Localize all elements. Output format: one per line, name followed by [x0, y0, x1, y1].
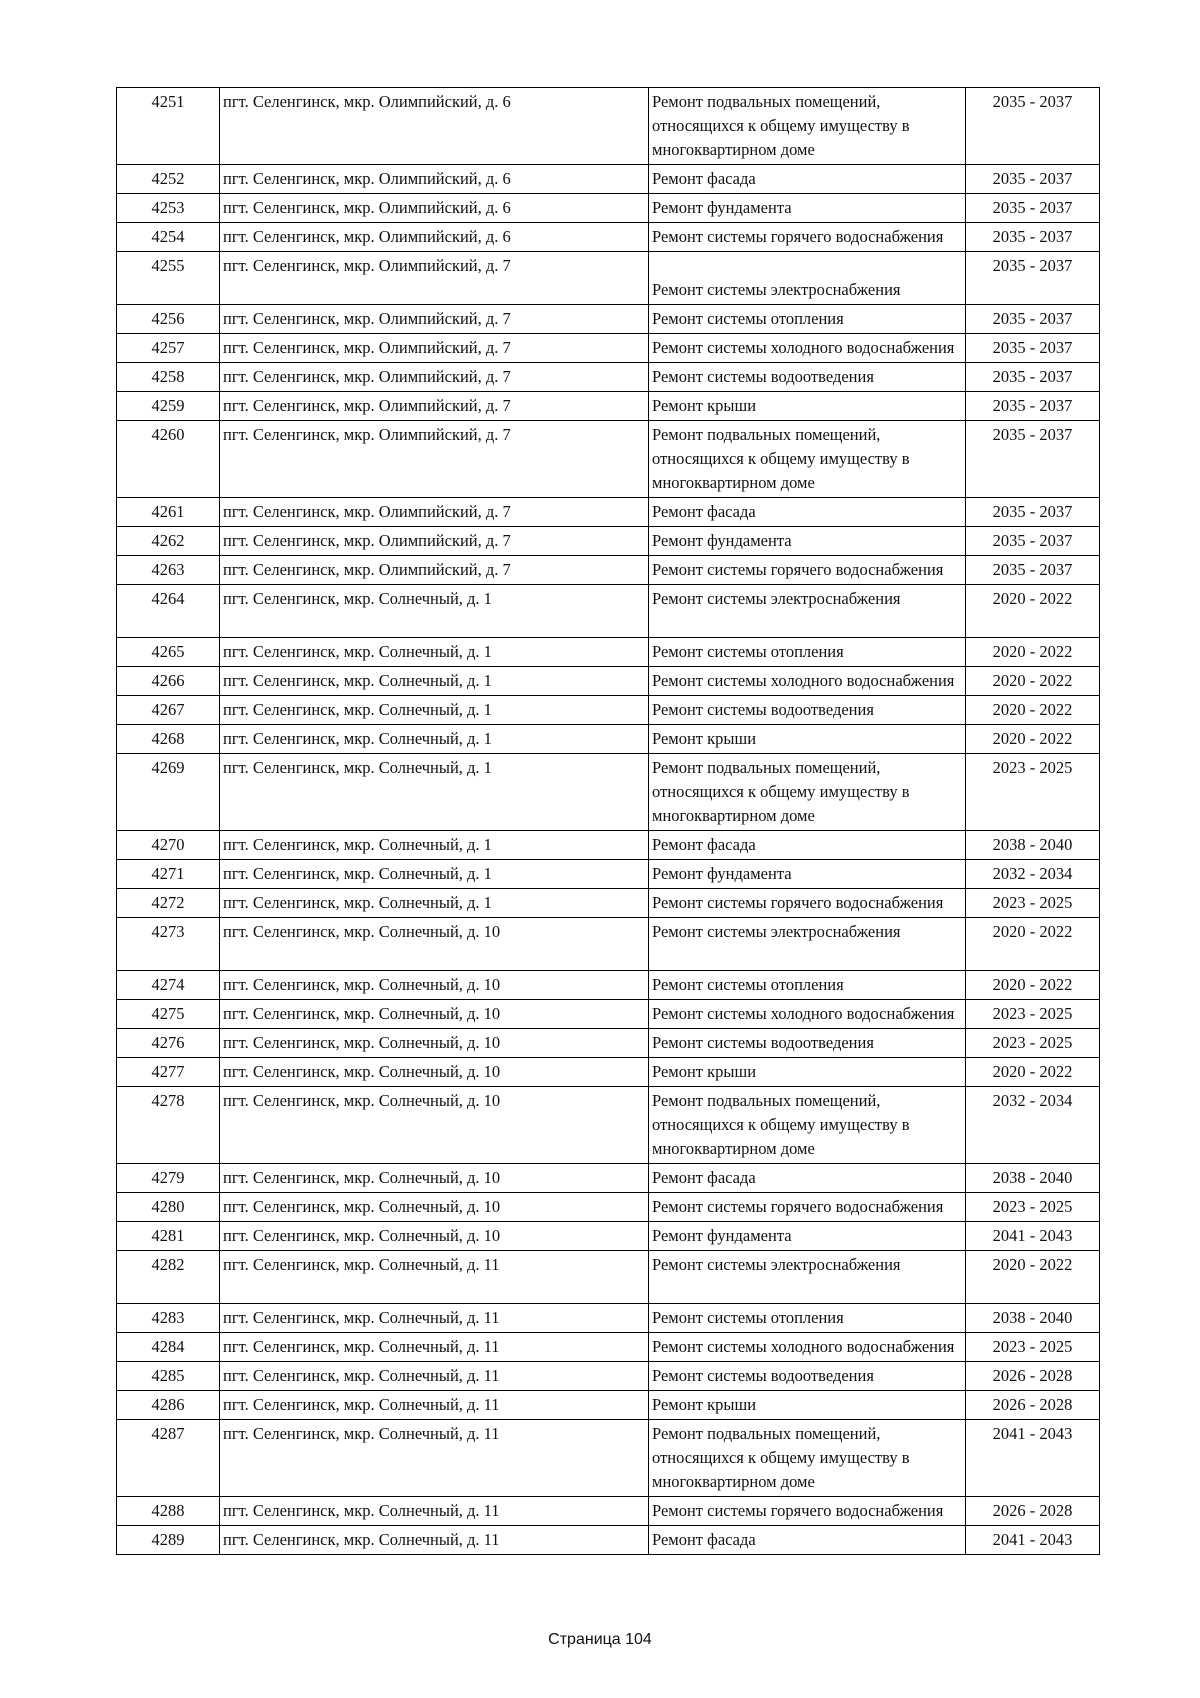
address-cell: пгт. Селенгинск, мкр. Олимпийский, д. 7 — [220, 392, 649, 421]
period-cell: 2020 - 2022 — [966, 585, 1100, 638]
row-number-cell: 4260 — [117, 421, 220, 498]
address-cell: пгт. Селенгинск, мкр. Солнечный, д. 11 — [220, 1304, 649, 1333]
row-number-cell: 4278 — [117, 1087, 220, 1164]
period-cell: 2020 - 2022 — [966, 667, 1100, 696]
address-cell: пгт. Селенгинск, мкр. Олимпийский, д. 7 — [220, 527, 649, 556]
table-row — [117, 1304, 1100, 1333]
table-row — [117, 1420, 1100, 1497]
period-cell: 2035 - 2037 — [966, 305, 1100, 334]
work-type-cell: Ремонт подвальных помещений, относящихся к общему имуществу в многоквартирном доме — [649, 421, 966, 498]
table-row — [117, 860, 1100, 889]
table-row — [117, 1526, 1100, 1555]
row-number-cell: 4265 — [117, 638, 220, 667]
table-row — [117, 667, 1100, 696]
table-row — [117, 305, 1100, 334]
table-row — [117, 1058, 1100, 1087]
period-cell: 2038 - 2040 — [966, 831, 1100, 860]
table-row — [117, 223, 1100, 252]
row-number-cell: 4251 — [117, 88, 220, 165]
work-type-cell: Ремонт системы электроснабжения — [649, 918, 966, 971]
work-type-cell: Ремонт системы горячего водоснабжения — [649, 889, 966, 918]
table-row — [117, 971, 1100, 1000]
work-type-cell: Ремонт системы горячего водоснабжения — [649, 556, 966, 585]
table-row — [117, 1029, 1100, 1058]
work-type-cell: Ремонт системы горячего водоснабжения — [649, 1497, 966, 1526]
table-row — [117, 1000, 1100, 1029]
row-number-cell: 4286 — [117, 1391, 220, 1420]
work-type-cell: Ремонт фасада — [649, 1164, 966, 1193]
work-type-cell: Ремонт фундамента — [649, 1222, 966, 1251]
work-type-cell: Ремонт системы холодного водоснабжения — [649, 667, 966, 696]
work-type-cell: Ремонт системы водоотведения — [649, 363, 966, 392]
period-cell: 2032 - 2034 — [966, 860, 1100, 889]
work-type-cell: Ремонт подвальных помещений, относящихся к общему имуществу в многоквартирном доме — [649, 88, 966, 165]
work-type-cell: Ремонт фундамента — [649, 194, 966, 223]
page-number: Страница 104 — [548, 1631, 652, 1648]
address-cell: пгт. Селенгинск, мкр. Олимпийский, д. 7 — [220, 498, 649, 527]
table-row — [117, 1087, 1100, 1164]
address-cell: пгт. Селенгинск, мкр. Олимпийский, д. 7 — [220, 252, 649, 305]
work-type-cell: Ремонт системы холодного водоснабжения — [649, 334, 966, 363]
address-cell: пгт. Селенгинск, мкр. Олимпийский, д. 6 — [220, 223, 649, 252]
work-type-cell: Ремонт фасада — [649, 498, 966, 527]
table-row — [117, 252, 1100, 305]
row-number-cell: 4285 — [117, 1362, 220, 1391]
table-row — [117, 831, 1100, 860]
work-type-cell: Ремонт системы отопления — [649, 638, 966, 667]
period-cell: 2035 - 2037 — [966, 194, 1100, 223]
work-type-cell: Ремонт системы электроснабжения — [649, 252, 966, 305]
address-cell: пгт. Селенгинск, мкр. Солнечный, д. 1 — [220, 638, 649, 667]
table-row — [117, 918, 1100, 971]
row-number-cell: 4253 — [117, 194, 220, 223]
address-cell: пгт. Селенгинск, мкр. Олимпийский, д. 6 — [220, 194, 649, 223]
period-cell: 2035 - 2037 — [966, 392, 1100, 421]
address-cell: пгт. Селенгинск, мкр. Солнечный, д. 11 — [220, 1251, 649, 1304]
work-type-cell: Ремонт подвальных помещений, относящихся к общему имуществу в многоквартирном доме — [649, 754, 966, 831]
address-cell: пгт. Селенгинск, мкр. Солнечный, д. 11 — [220, 1526, 649, 1555]
period-cell: 2020 - 2022 — [966, 638, 1100, 667]
period-cell: 2023 - 2025 — [966, 889, 1100, 918]
work-type-cell: Ремонт фасада — [649, 165, 966, 194]
address-cell: пгт. Селенгинск, мкр. Солнечный, д. 11 — [220, 1420, 649, 1497]
table-row — [117, 1333, 1100, 1362]
work-type-cell: Ремонт системы водоотведения — [649, 696, 966, 725]
period-cell: 2035 - 2037 — [966, 363, 1100, 392]
period-cell: 2035 - 2037 — [966, 334, 1100, 363]
work-type-cell: Ремонт крыши — [649, 725, 966, 754]
work-type-cell: Ремонт крыши — [649, 392, 966, 421]
table-row — [117, 585, 1100, 638]
address-cell: пгт. Селенгинск, мкр. Солнечный, д. 1 — [220, 754, 649, 831]
row-number-cell: 4289 — [117, 1526, 220, 1555]
address-cell: пгт. Селенгинск, мкр. Олимпийский, д. 7 — [220, 363, 649, 392]
repair-schedule-table — [116, 87, 1100, 1555]
table-row — [117, 889, 1100, 918]
address-cell: пгт. Селенгинск, мкр. Солнечный, д. 10 — [220, 1193, 649, 1222]
address-cell: пгт. Селенгинск, мкр. Олимпийский, д. 7 — [220, 556, 649, 585]
address-cell: пгт. Селенгинск, мкр. Солнечный, д. 11 — [220, 1497, 649, 1526]
address-cell: пгт. Селенгинск, мкр. Олимпийский, д. 7 — [220, 334, 649, 363]
address-cell: пгт. Селенгинск, мкр. Солнечный, д. 10 — [220, 1222, 649, 1251]
row-number-cell: 4280 — [117, 1193, 220, 1222]
table-row — [117, 1391, 1100, 1420]
table-body — [117, 88, 1100, 1555]
address-cell: пгт. Селенгинск, мкр. Олимпийский, д. 7 — [220, 421, 649, 498]
period-cell: 2035 - 2037 — [966, 223, 1100, 252]
table-row — [117, 334, 1100, 363]
work-type-cell: Ремонт системы отопления — [649, 305, 966, 334]
period-cell: 2023 - 2025 — [966, 1000, 1100, 1029]
table-row — [117, 754, 1100, 831]
row-number-cell: 4284 — [117, 1333, 220, 1362]
table-row — [117, 1164, 1100, 1193]
row-number-cell: 4283 — [117, 1304, 220, 1333]
work-type-cell: Ремонт системы холодного водоснабжения — [649, 1000, 966, 1029]
work-type-cell: Ремонт крыши — [649, 1058, 966, 1087]
table-row — [117, 392, 1100, 421]
row-number-cell: 4273 — [117, 918, 220, 971]
row-number-cell: 4277 — [117, 1058, 220, 1087]
work-type-cell: Ремонт подвальных помещений, относящихся к общему имуществу в многоквартирном доме — [649, 1420, 966, 1497]
period-cell: 2023 - 2025 — [966, 1333, 1100, 1362]
row-number-cell: 4259 — [117, 392, 220, 421]
row-number-cell: 4261 — [117, 498, 220, 527]
work-type-cell: Ремонт системы отопления — [649, 1304, 966, 1333]
work-type-cell: Ремонт крыши — [649, 1391, 966, 1420]
address-cell: пгт. Селенгинск, мкр. Олимпийский, д. 6 — [220, 165, 649, 194]
row-number-cell: 4256 — [117, 305, 220, 334]
address-cell: пгт. Селенгинск, мкр. Олимпийский, д. 6 — [220, 88, 649, 165]
period-cell: 2020 - 2022 — [966, 1251, 1100, 1304]
row-number-cell: 4255 — [117, 252, 220, 305]
address-cell: пгт. Селенгинск, мкр. Солнечный, д. 1 — [220, 831, 649, 860]
work-type-cell: Ремонт системы горячего водоснабжения — [649, 1193, 966, 1222]
period-cell: 2035 - 2037 — [966, 498, 1100, 527]
work-type-cell: Ремонт системы горячего водоснабжения — [649, 223, 966, 252]
work-type-cell: Ремонт системы электроснабжения — [649, 585, 966, 638]
address-cell: пгт. Селенгинск, мкр. Солнечный, д. 1 — [220, 860, 649, 889]
table-row — [117, 194, 1100, 223]
address-cell: пгт. Селенгинск, мкр. Солнечный, д. 11 — [220, 1333, 649, 1362]
row-number-cell: 4287 — [117, 1420, 220, 1497]
period-cell: 2020 - 2022 — [966, 918, 1100, 971]
address-cell: пгт. Селенгинск, мкр. Солнечный, д. 10 — [220, 1164, 649, 1193]
address-cell: пгт. Селенгинск, мкр. Солнечный, д. 10 — [220, 1058, 649, 1087]
row-number-cell: 4267 — [117, 696, 220, 725]
table-row — [117, 696, 1100, 725]
row-number-cell: 4269 — [117, 754, 220, 831]
period-cell: 2035 - 2037 — [966, 556, 1100, 585]
table-row — [117, 527, 1100, 556]
address-cell: пгт. Селенгинск, мкр. Солнечный, д. 10 — [220, 1087, 649, 1164]
period-cell: 2038 - 2040 — [966, 1304, 1100, 1333]
row-number-cell: 4266 — [117, 667, 220, 696]
table-row — [117, 1362, 1100, 1391]
row-number-cell: 4270 — [117, 831, 220, 860]
address-cell: пгт. Селенгинск, мкр. Солнечный, д. 10 — [220, 971, 649, 1000]
work-type-cell: Ремонт фундамента — [649, 860, 966, 889]
table-row — [117, 556, 1100, 585]
work-type-cell: Ремонт фасада — [649, 1526, 966, 1555]
period-cell: 2032 - 2034 — [966, 1087, 1100, 1164]
period-cell: 2020 - 2022 — [966, 725, 1100, 754]
address-cell: пгт. Селенгинск, мкр. Солнечный, д. 1 — [220, 696, 649, 725]
row-number-cell: 4258 — [117, 363, 220, 392]
work-type-cell: Ремонт системы водоотведения — [649, 1029, 966, 1058]
table-row — [117, 1193, 1100, 1222]
work-type-cell: Ремонт фундамента — [649, 527, 966, 556]
table-row — [117, 363, 1100, 392]
period-cell: 2035 - 2037 — [966, 165, 1100, 194]
work-type-cell: Ремонт системы холодного водоснабжения — [649, 1333, 966, 1362]
row-number-cell: 4264 — [117, 585, 220, 638]
row-number-cell: 4263 — [117, 556, 220, 585]
period-cell: 2023 - 2025 — [966, 754, 1100, 831]
period-cell: 2035 - 2037 — [966, 527, 1100, 556]
row-number-cell: 4262 — [117, 527, 220, 556]
address-cell: пгт. Селенгинск, мкр. Солнечный, д. 1 — [220, 667, 649, 696]
work-type-cell: Ремонт подвальных помещений, относящихся к общему имуществу в многоквартирном доме — [649, 1087, 966, 1164]
address-cell: пгт. Селенгинск, мкр. Солнечный, д. 1 — [220, 585, 649, 638]
period-cell: 2041 - 2043 — [966, 1420, 1100, 1497]
row-number-cell: 4279 — [117, 1164, 220, 1193]
period-cell: 2020 - 2022 — [966, 971, 1100, 1000]
row-number-cell: 4257 — [117, 334, 220, 363]
row-number-cell: 4282 — [117, 1251, 220, 1304]
work-type-cell: Ремонт фасада — [649, 831, 966, 860]
row-number-cell: 4254 — [117, 223, 220, 252]
period-cell: 2038 - 2040 — [966, 1164, 1100, 1193]
address-cell: пгт. Селенгинск, мкр. Солнечный, д. 1 — [220, 889, 649, 918]
work-type-cell: Ремонт системы отопления — [649, 971, 966, 1000]
period-cell: 2041 - 2043 — [966, 1526, 1100, 1555]
address-cell: пгт. Селенгинск, мкр. Солнечный, д. 10 — [220, 1000, 649, 1029]
period-cell: 2026 - 2028 — [966, 1362, 1100, 1391]
address-cell: пгт. Селенгинск, мкр. Солнечный, д. 1 — [220, 725, 649, 754]
table-row — [117, 1251, 1100, 1304]
address-cell: пгт. Селенгинск, мкр. Солнечный, д. 11 — [220, 1391, 649, 1420]
table-row — [117, 725, 1100, 754]
row-number-cell: 4268 — [117, 725, 220, 754]
row-number-cell: 4281 — [117, 1222, 220, 1251]
address-cell: пгт. Селенгинск, мкр. Солнечный, д. 11 — [220, 1362, 649, 1391]
period-cell: 2020 - 2022 — [966, 1058, 1100, 1087]
address-cell: пгт. Селенгинск, мкр. Олимпийский, д. 7 — [220, 305, 649, 334]
table-row — [117, 1222, 1100, 1251]
table-row — [117, 638, 1100, 667]
row-number-cell: 4252 — [117, 165, 220, 194]
work-type-cell: Ремонт системы водоотведения — [649, 1362, 966, 1391]
period-cell: 2041 - 2043 — [966, 1222, 1100, 1251]
row-number-cell: 4272 — [117, 889, 220, 918]
row-number-cell: 4288 — [117, 1497, 220, 1526]
period-cell: 2035 - 2037 — [966, 252, 1100, 305]
period-cell: 2026 - 2028 — [966, 1497, 1100, 1526]
table-row — [117, 498, 1100, 527]
table-row — [117, 1497, 1100, 1526]
work-type-cell: Ремонт системы электроснабжения — [649, 1251, 966, 1304]
period-cell: 2026 - 2028 — [966, 1391, 1100, 1420]
period-cell: 2035 - 2037 — [966, 421, 1100, 498]
table-row — [117, 165, 1100, 194]
address-cell: пгт. Селенгинск, мкр. Солнечный, д. 10 — [220, 918, 649, 971]
row-number-cell: 4276 — [117, 1029, 220, 1058]
row-number-cell: 4274 — [117, 971, 220, 1000]
table-row — [117, 88, 1100, 165]
row-number-cell: 4271 — [117, 860, 220, 889]
period-cell: 2023 - 2025 — [966, 1029, 1100, 1058]
address-cell: пгт. Селенгинск, мкр. Солнечный, д. 10 — [220, 1029, 649, 1058]
period-cell: 2035 - 2037 — [966, 88, 1100, 165]
period-cell: 2020 - 2022 — [966, 696, 1100, 725]
period-cell: 2023 - 2025 — [966, 1193, 1100, 1222]
table-row — [117, 421, 1100, 498]
row-number-cell: 4275 — [117, 1000, 220, 1029]
